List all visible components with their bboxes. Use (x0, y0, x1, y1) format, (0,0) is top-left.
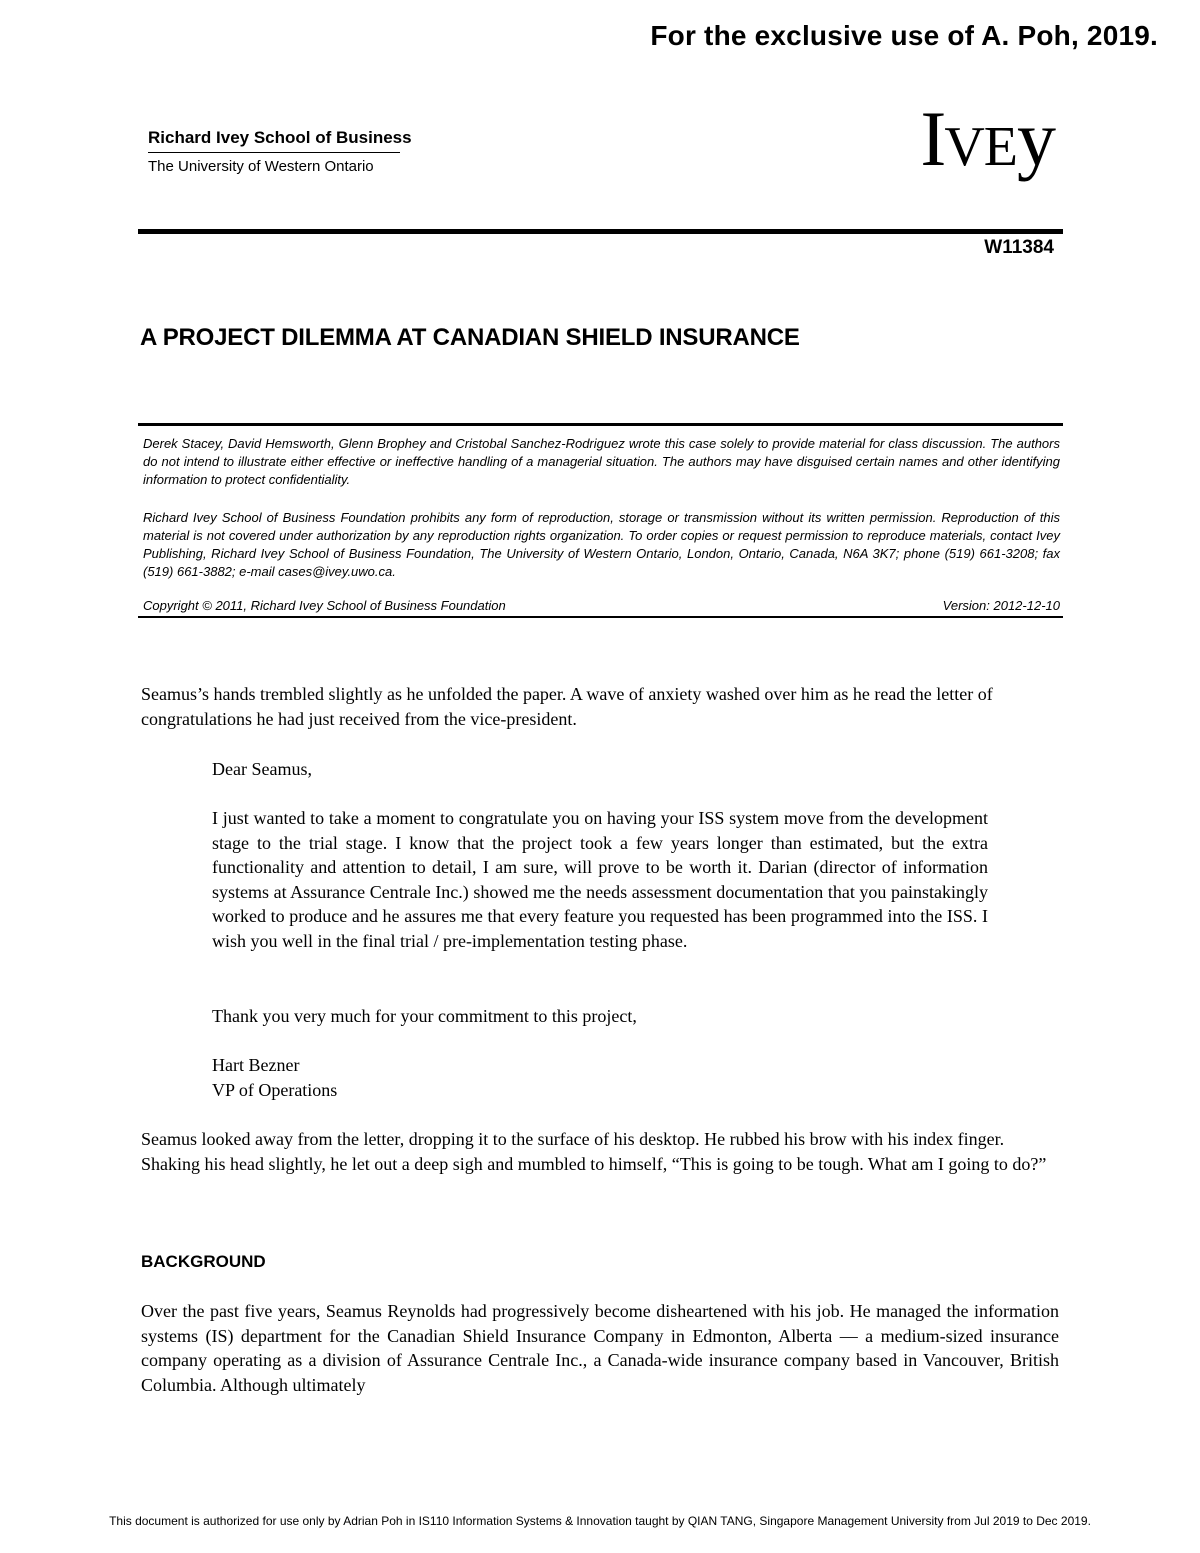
copyright-line (143, 598, 1060, 613)
case-number: W11384 (984, 237, 1054, 258)
university-name: The University of Western Ontario (148, 158, 374, 175)
section-heading-background: BACKGROUND (141, 1252, 266, 1271)
authorization-footer: This document is authorized for use only by Adrian Poh in IS110 Information Systems & Innovation taught by QIAN TANG, Singapore Management University from Jul 2019 to Dec 2019. (109, 1514, 1091, 1528)
school-name: Richard Ivey School of Business (148, 128, 412, 147)
version-label: Version: 2012-12-10 (942, 598, 1060, 613)
logo-letter-e: E (983, 116, 1017, 178)
logo-letter-i: I (920, 95, 945, 182)
copyright-notice: Copyright © 2011, Richard Ivey School of Business Foundation (143, 598, 506, 613)
intro-paragraph: Seamus’s hands trembled slightly as he unfolded the paper. A wave of anxiety washed over him as he read the letter of congratulations he had just received from the vice-president. (141, 684, 993, 729)
post-letter-paragraph: Seamus looked away from the letter, dropping it to the surface of his desktop. He rubbed his brow with his index finger. Shaking his head slightly, he let out a deep sigh and mumbled to himself, “This is going to be tough. What am I going to do?” (141, 1129, 1047, 1174)
letter-salutation: Dear Seamus, (212, 759, 312, 779)
school-name-divider (148, 152, 400, 153)
background-paragraph: Over the past five years, Seamus Reynolds had progressively become disheartened with his job. He managed the information systems (IS) department for the Canadian Shield Insurance Company in Edmonton, Alberta — a medium-sized insurance company operating as a division of Assurance Centrale Inc., a Canada-wide insurance company based in Vancouver, British Columbia. Although ultimately (141, 1301, 1059, 1395)
letter-closing: Thank you very much for your commitment to this project, (212, 1006, 637, 1026)
letter-signer-title: VP of Operations (212, 1080, 338, 1100)
exclusive-use-watermark: For the exclusive use of A. Poh, 2019. (650, 20, 1158, 51)
letter-signer-name: Hart Bezner (212, 1055, 300, 1075)
logo-letter-v: V (944, 116, 984, 178)
reproduction-notice: Richard Ivey School of Business Foundation prohibits any form of reproduction, storage or transmission without its written permission. Reproduction of this material is not covered under authorization by any reproduction rights organization. To order copies or request permission to reproduce materials, contact Ivey Publishing, Richard Ivey School of Business Foundation, The University of Western Ontario, London, Ontario, Canada, N6A 3K7; phone (519) 661-3208; fax (519) 661-3882; e-mail cases@ivey.uwo.ca. (143, 510, 1060, 579)
disclaimer-bottom-divider (138, 616, 1063, 618)
ivey-logo (920, 95, 1054, 182)
case-title: A PROJECT DILEMMA AT CANADIAN SHIELD INSURANCE (140, 324, 800, 351)
letter-body: I just wanted to take a moment to congratulate you on having your ISS system move from the development stage to the trial stage. I know that the project took a few years longer than estimated, but the extra functionality and attention to detail, I am sure, will prove to be worth it. Darian (director of information systems at Assurance Centrale Inc.) showed me the needs assessment documentation that you painstakingly worked to produce and he assures me that every feature you requested has been programmed into the ISS. I wish you well in the final trial / pre-implementation testing phase. (212, 808, 988, 951)
header-divider (138, 229, 1063, 234)
logo-letter-y: y (1017, 95, 1054, 182)
disclaimer-top-divider (138, 423, 1063, 426)
authorship-disclaimer: Derek Stacey, David Hemsworth, Glenn Brophey and Cristobal Sanchez-Rodriguez wrote this case solely to provide material for class discussion. The authors do not intend to illustrate either effective or ineffective handling of a managerial situation. The authors may have disguised certain names and other identifying information to protect confidentiality. (143, 436, 1060, 487)
